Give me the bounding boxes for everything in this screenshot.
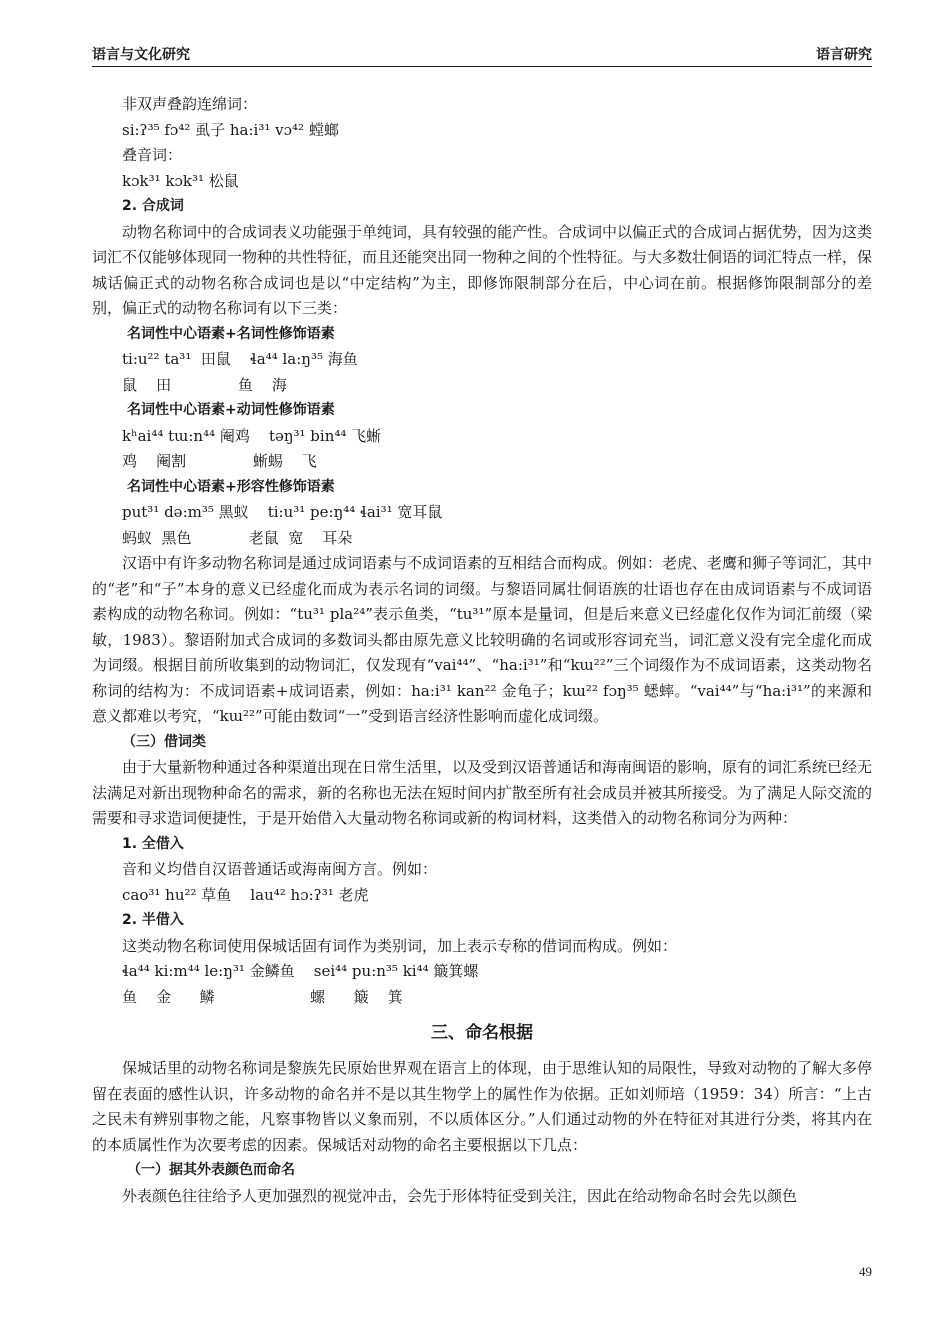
example-line: si:ʔ³⁵ fɔ⁴² 虱子 ha:i³¹ vɔ⁴² 螳螂 [122,120,339,139]
subheading: 1. 全借入 [122,835,184,852]
journal-title: 语言与文化研究 [92,47,190,63]
gloss-line: 鸡 阉割 蜥蜴 飞 [122,452,317,470]
article-body [92,92,872,1209]
text-line: 音和义均借自汉语普通话或海南闽方言。例如： [122,860,438,878]
paragraph: 动物名称词中的合成词表义功能强于单纯词，具有较强的能产性。合成词中以偏正式的合成词占据优势，因为这类词汇不仅能够体现同一物种的共性特征，而且还能突出同一物种之间的个性特征。与大多数壮侗语的词汇特点一样，保城话偏正式的动物名称合成词也是以“中定结构”为主，即修饰限制部分在后，中心词在前。根据修饰限制部分的差别，偏正式的动物名称词有以下三类： [92,222,873,317]
gloss-line: 蚂蚁 黑色 老鼠 宽 耳朵 [122,528,353,547]
subheading: 2. 半借入 [122,912,184,928]
section-label: 语言研究 [816,47,872,63]
subheading: 名词性中心语素+动词性修饰语素 [127,402,335,418]
text-line: 非双声叠韵连绵词： [122,95,258,113]
example-line: ɬa⁴⁴ ki:m⁴⁴ le:ŋ³¹ 金鳞鱼 sei⁴⁴ pu:n³⁵ ki⁴⁴ 簸箕螺 [122,962,479,980]
subheading: （三）借词类 [122,733,206,750]
text-line: 外表颜色往往给予人更加强烈的视觉冲击，会先于形体特征受到关注，因此在给动物命名时会先以颜色 [122,1186,798,1205]
gloss-line: 鼠 田 鱼 海 [122,375,287,394]
subheading: 名词性中心语素+名词性修饰语素 [127,325,335,342]
example-line: put³¹ də:m³⁵ 黑蚁 ti:u³¹ pe:ŋ⁴⁴ ɬai³¹ 宽耳鼠 [122,503,443,521]
gloss-line: 鱼 金 鳞 螺 簸 箕 [122,987,403,1006]
running-header [92,44,872,66]
example-line: kʰai⁴⁴ tɯ:n⁴⁴ 阉鸡 təŋ³¹ bin⁴⁴ 飞蜥 [122,426,382,445]
paragraph: 汉语中有许多动物名称词是通过成词语素与不成词语素的互相结合而构成。例如：老虎、老鹰和狮子等词汇，其中的“老”和“子”本身的意义已经虚化而成为表示名词的词缀。与黎语同属壮侗语族的壮语也存在由成词语素与不成词语素构成的动物名称词。例如：“tu³¹ pla²⁴”表示鱼类，“tu³¹”原本是量词，但是后来意义已经虚化仅作为词汇前缀（梁敏，1983）。黎语附加式合成词的多数词头都由原先意义比较明确的名词或形容词充当，词汇意义没有完全虚化而成为词缀。根据目前所收集到的动物词汇，仅发现有“vai⁴⁴”、“ha:i³¹”和“kɯ²²”三个词缀作为不成词语素，这类动物名称词的结构为：不成词语素+成词语素，例如：ha:i³¹ kan²² 金龟子；kɯ²² fɔŋ³⁵ 蟋蟀。“vai⁴⁴”与“ha:i³¹”的来源和意义都难以考究，“kɯ²²”可能由数词“一”受到语言经济性影响而虚化成词缀。 [92,554,873,725]
section-title: 三、命名根据 [431,1023,533,1043]
text-line: 叠音词： [122,146,183,164]
page-number: 49 [859,1264,872,1279]
example-line: ti:u²² ta³¹ 田鼠 ɬa⁴⁴ la:ŋ³⁵ 海鱼 [122,350,358,368]
paragraph: 保城话里的动物名称词是黎族先民原始世界观在语言上的体现，由于思维认知的局限性，导致对动物的了解大多停留在表面的感性认识，许多动物的命名并不是以其生物学上的属性作为依据。正如刘师培（1959：34）所言：“上古之民未有辨别事物之能，凡察事物皆以义象而别，不以质体区分。”人们通过动物的外在特征对其进行分类，将其内在的本质属性作为次要考虑的因素。保城话对动物的命名主要根据以下几点： [92,1059,873,1154]
text-line: 这类动物名称词使用保城话固有词作为类别词，加上表示专称的借词而构成。例如： [122,936,678,955]
example-line: kɔk³¹ kɔk³¹ 松鼠 [122,171,239,190]
subheading: 名词性中心语素+形容性修饰语素 [127,478,335,495]
paragraph: 由于大量新物种通过各种渠道出现在日常生活里，以及受到汉语普通话和海南闽语的影响，原有的词汇系统已经无法满足对新出现物种命名的需求，新的名称也无法在短时间内扩散至所有社会成员并被其所接受。为了满足人际交流的需要和寻求造词便捷性，于是开始借入大量动物名称词或新的构词材料，这类借入的动物名称词分为两种： [92,758,873,827]
subheading: 2. 合成词 [122,198,184,214]
header-rule [92,66,872,67]
subheading: （一）据其外表颜色而命名 [127,1162,295,1178]
example-line: cao³¹ hu²² 草鱼 lau⁴² hɔ:ʔ³¹ 老虎 [122,885,369,904]
